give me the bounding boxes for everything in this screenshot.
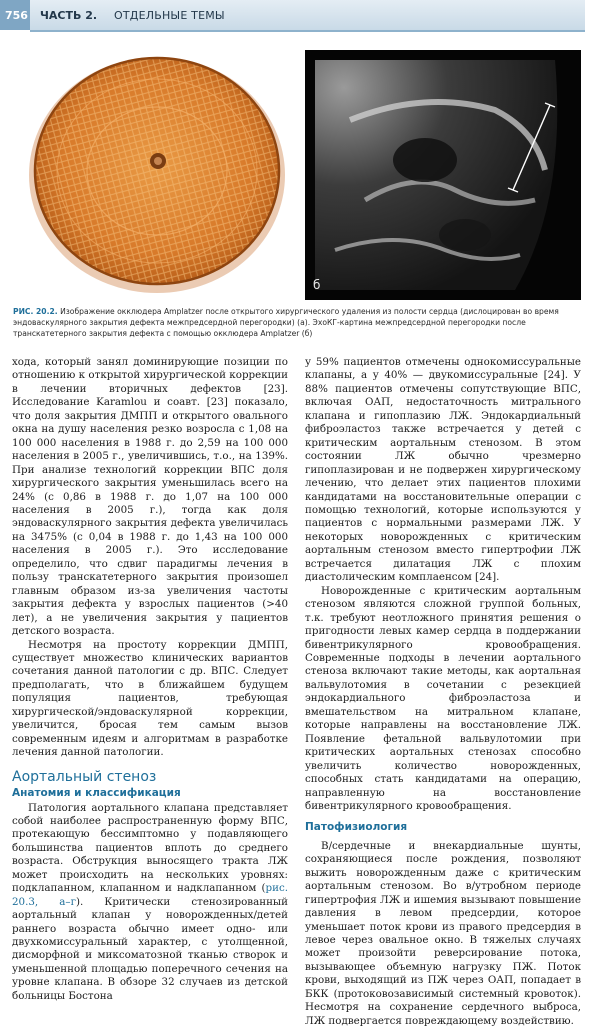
right-paragraph-2: Новорожденные с критическим аортальным стенозом являются сложной группой больных, т.к. требуют неотложного принятия решения о пригодности левых камер сердца в поддержании бивентрикулярного кровообращения. Современные подходы в лечении аортального стеноза включают такие методы, как аортальная вальвулотомия в сочетании с резекцией эндокардиального фиброэластоза и вмешательством на митральном клапане, которые направлены на восстановление ЛЖ. Появление фетальной вальвулотомии при критических аортальных стенозах способно увеличить количество новорожденных, способных стать кандидатами на операцию, направленную на восстановление бивентрикулярного кровообращения. [305, 584, 581, 812]
left-column [12, 356, 288, 1003]
figure-panel-b-echocardiogram [305, 50, 581, 300]
left-paragraph-1: хода, который занял доминирующие позиции по отношению к открытой хирургической коррекции в лечении вторичных дефектов [23]. Исследование Karamlou и соавт. [23] показало, что доля закрытия ДМПП и открытого овального окна на душу населения резко возросла с 1,08 на 100 000 населения в 1988 г. до 2,59 на 100 000 населения в 2005 г., увеличившись, т.о., на 139%. При анализе технологий коррекции ВПС доля хирургического закрытия уменьшилась всего на 24% (с 0,86 в 1988 г. до 1,07 на 100 000 населения в 2005 г.), тогда как доля эндоваскулярного закрытия дефекта увеличилась на 3475% (с 0,04 в 1988 г. до 1,43 на 100 000 населения в 2005 г.). Это исследование определило, что сдвиг парадигмы лечения в пользу транскатетерного закрытия произошел главным образом из-за увеличения частоты закрытия дефекта у взрослых пациентов (>40 лет), а не увеличения закрытия у пациентов детского возраста. [12, 356, 288, 638]
right-paragraph-1: у 59% пациентов отмечены однокомиссуральные клапаны, а у 40% — двукомиссуральные [24]. У 88% пациентов отмечены сопутствующие ВПС, включая ОАП, недостаточность митрального клапана и гипоплазию ЛЖ. Эндокардиальный фиброэластоз также встречается у детей с критическим аортальным стенозом. В этом состоянии ЛЖ обычно чрезмерно гипоплазирован и не подвержен хирургическому лечению, что делает этих пациентов плохими кандидатами на восстановительные операции с помощью технологий, которые используются у пациентов с нормальными размерами ЛЖ. У некоторых новорожденных с критическим аортальным стенозом вместо гипертрофии ЛЖ встречается дилатация ЛЖ с плохим диастолическим комплаенсом [24]. [305, 356, 581, 584]
figure-reference-link[interactable]: рис. 20.3, а–г [12, 882, 288, 908]
figure-caption [13, 306, 581, 340]
left-paragraph-3-text-a: Патология аортального клапана представляет собой наиболее распространенную форму ВПС, протекающую бессимптомно у подавляющего большинства пациентов вплоть до среднего возраста. Обструкция выносящего тракта ЛЖ может происходить на нескольких уровнях: подклапанном, клапанном и надклапанном ( [12, 801, 288, 895]
running-header [0, 0, 590, 32]
left-paragraph-3 [12, 802, 288, 1004]
part-tab [30, 0, 585, 32]
subsection-heading-anatomy: Анатомия и классификация [12, 787, 181, 800]
page-number: 756 [5, 9, 28, 22]
figure-label: РИС. 20.2. [13, 307, 58, 316]
right-paragraph-3: В/сердечные и внекардиальные шунты, сохраняющиеся после рождения, позволяют выжить новорожденным даже с критическим аортальным стенозом. Во в/утробном периоде гипертрофия ЛЖ и ишемия вызывают повышение давления в левом предсердии, которое уменьшает поток крови из правого предсердия в левое через овальное окно. В тяжелых случаях может произойти реверсирование потока, вызывающее объемную нагрузку ПЖ. Поток крови, выходящий из ПЖ через ОАП, попадает в БКК (протоковозависимый системный кровоток). Несмотря на сохранение сердечного выброса, ЛЖ подвергается повреждающему воздействию. [305, 839, 581, 1027]
occluder-photo [12, 50, 302, 295]
figure-panel-a-occluder-photo [12, 50, 302, 295]
echocardiogram-image [305, 50, 581, 300]
section-heading-aortic-stenosis: Аортальный стеноз [12, 768, 157, 785]
subsection-heading-pathophysiology: Патофизиология [305, 821, 408, 834]
panel-b-letter: б [313, 278, 321, 292]
left-paragraph-3-text-b: ). Критически стенозированный аортальный клапан у новорожденных/детей раннего возраста обычно имеет одно- или двухкомиссуральный характер, с утолщенной, дисморфной и миксоматозной тканью створок и уменьшенной площадью поперечного сечения на уровне клапана. В обзоре 32 случаев из детской больницы Бостона [12, 895, 288, 1002]
right-column [305, 356, 581, 1028]
part-label: ЧАСТЬ 2. [40, 9, 98, 22]
part-title: ОТДЕЛЬНЫЕ ТЕМЫ [114, 9, 225, 22]
figure-caption-text: Изображение окклюдера Amplatzer после открытого хирургического удаления из полости сердца (дислоцирован во время эндоваскулярного закрытия дефекта межпредсердной перегородки) (а). ЭхоКГ-картина межпредсердной перегородки после транскатетерного закрытия дефекта с помощью окклюдера Amplatzer (б) [13, 307, 559, 339]
left-paragraph-2: Несмотря на простоту коррекции ДМПП, существует множество клинических вариантов сочетания данной патологии с др. ВПС. Следует предполагать, что в ближайшем будущем популяция пациентов, требующая хирургической/эндоваскулярной коррекции, увеличится, бросая тем самым вызов современным идеям и алгоритмам в разработке лечения данной патологии. [12, 638, 288, 759]
